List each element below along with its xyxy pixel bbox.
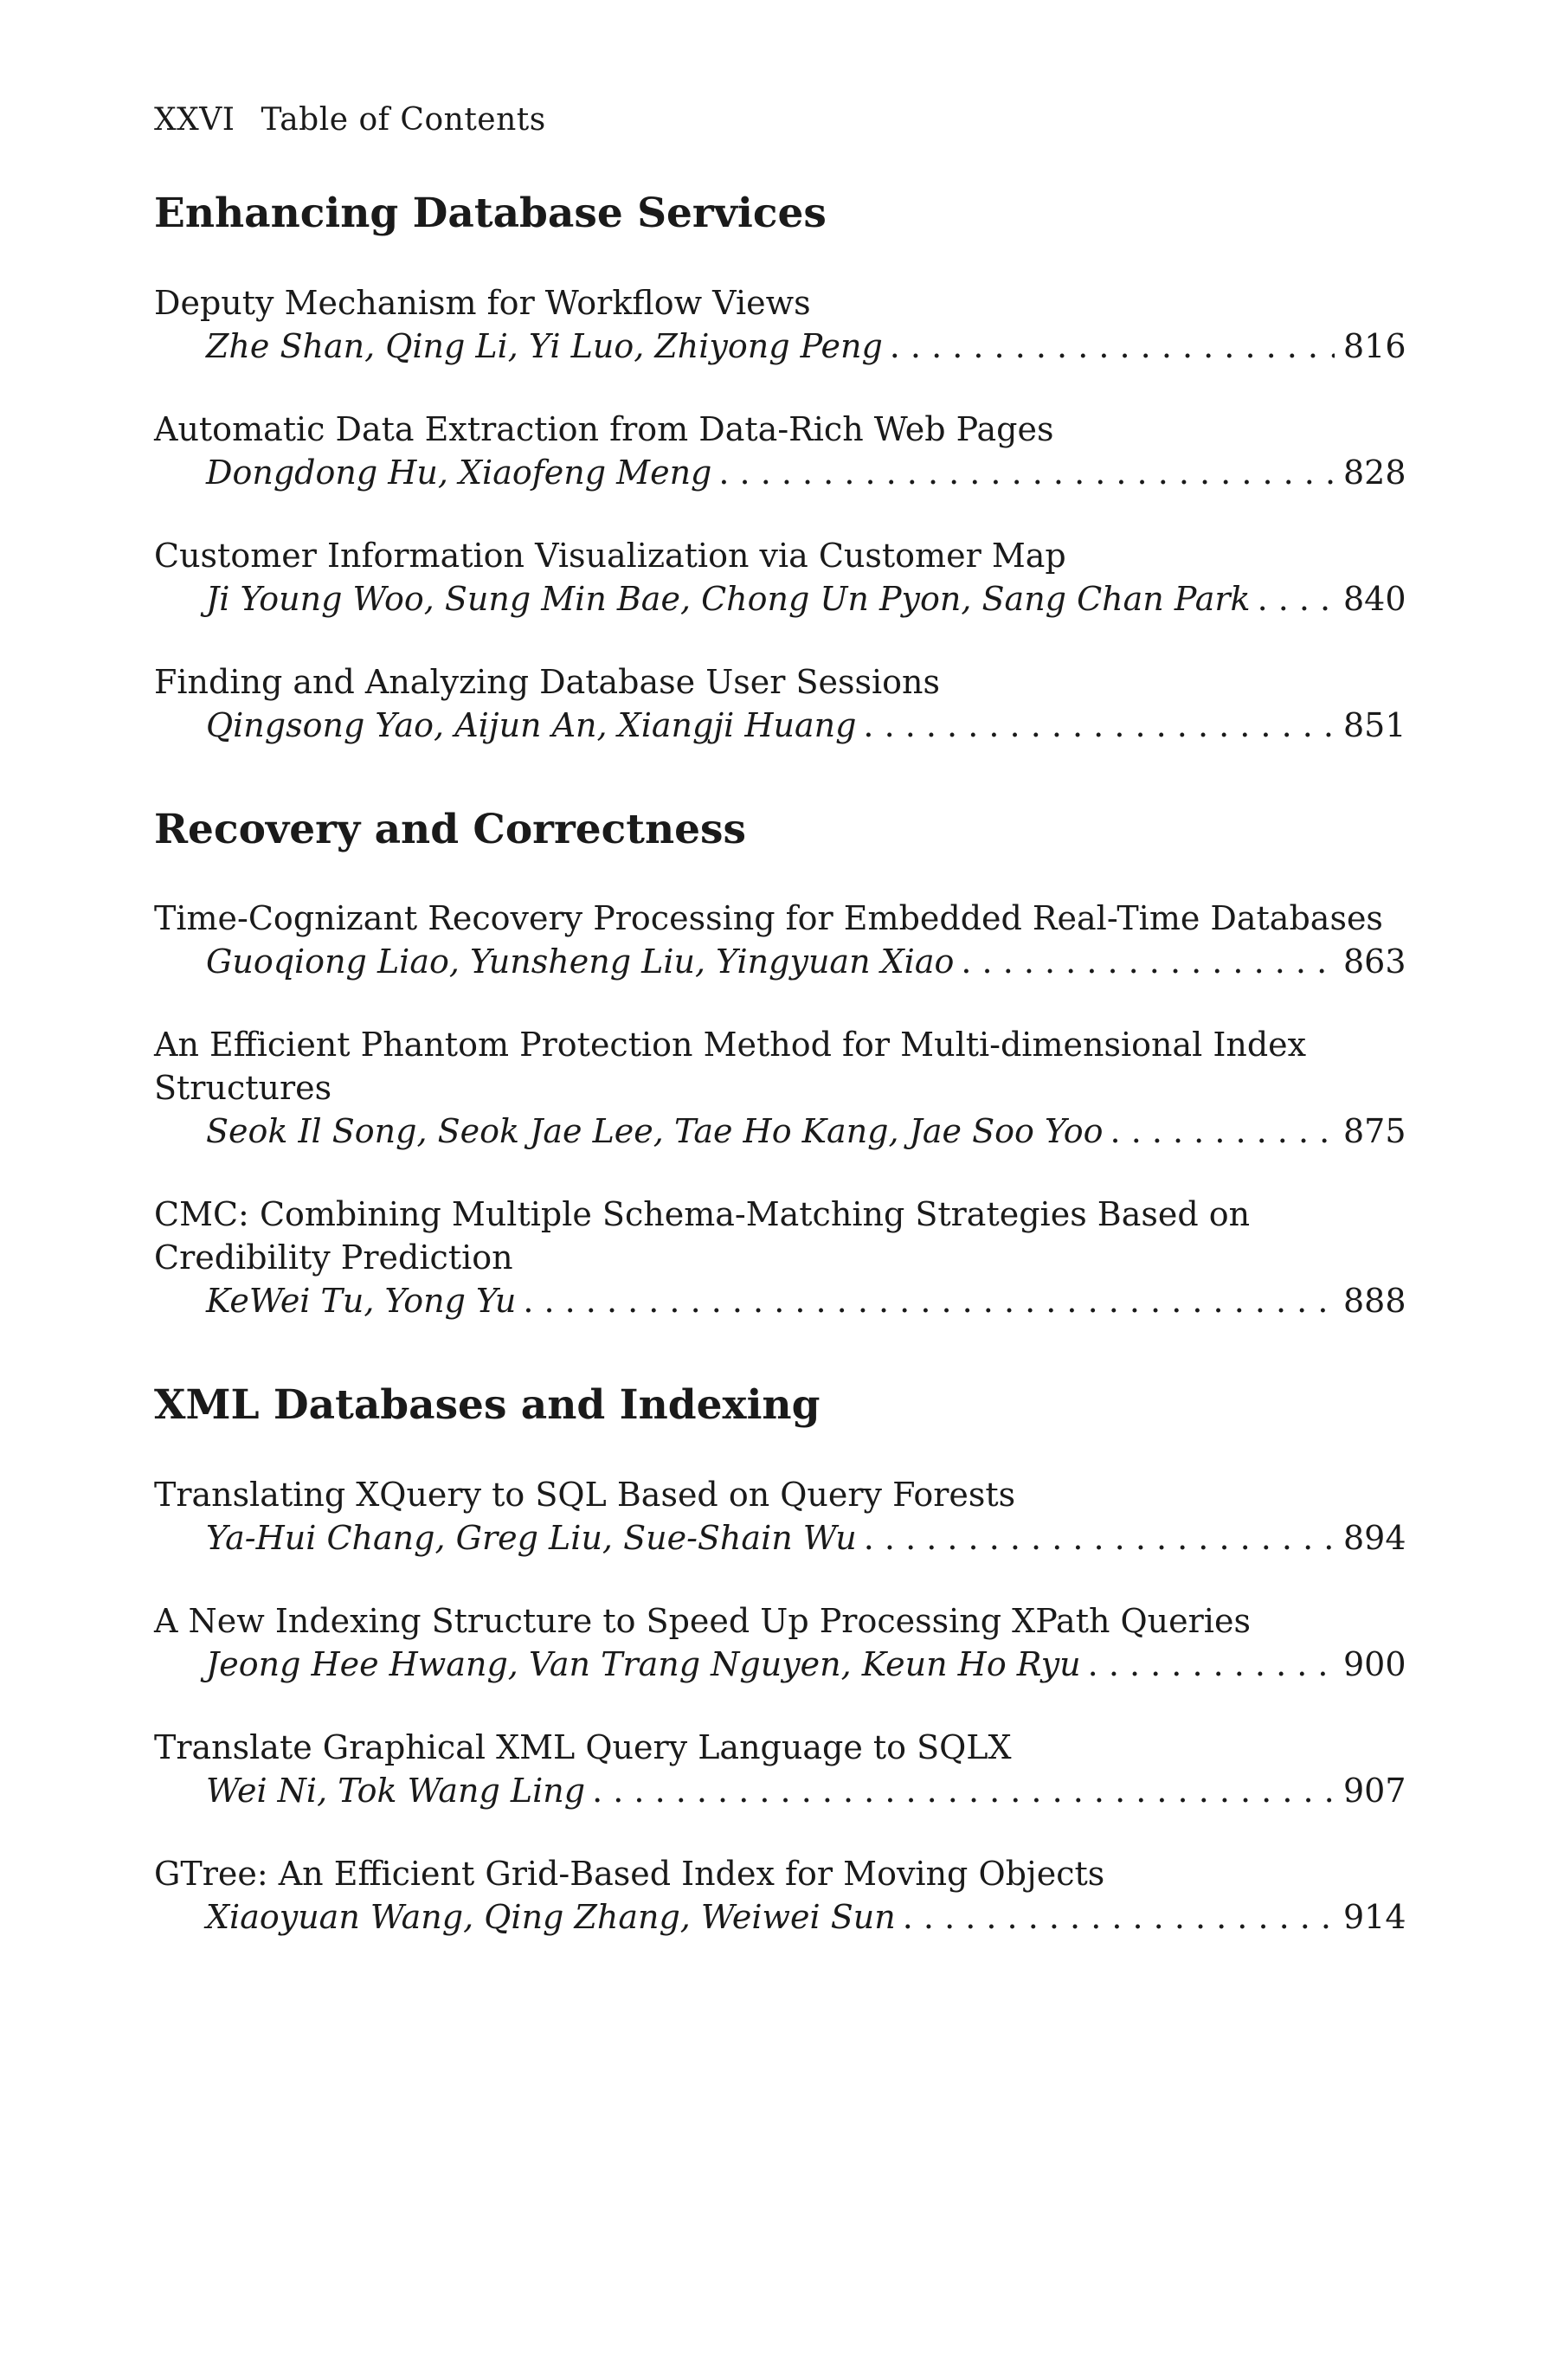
dot-leader [1110,1110,1335,1153]
entry-authors: Dongdong Hu, Xiaofeng Meng [206,453,712,492]
dot-leader [592,1769,1335,1812]
toc-entry[interactable] [154,534,1406,621]
entry-authors: Qingsong Yao, Aijun An, Xiangji Huang [206,705,857,744]
entry-authors: Guoqiong Liao, Yunsheng Liu, Yingyuan Xiao [206,942,955,981]
section-title: XML Databases and Indexing [154,1381,821,1430]
entry-page-number: 816 [1343,326,1406,365]
dot-leader [718,451,1335,494]
entry-title: An Efficient Phantom Protection Method for Multi-dimensional Index Structures [154,1026,1307,1108]
entry-line [154,577,1406,621]
toc-entry[interactable] [154,1599,1406,1686]
entry-title: Customer Information Visualization via Customer Map [154,536,1066,575]
entry-title: Deputy Mechanism for Workflow Views [154,283,811,322]
toc-entry[interactable] [154,1193,1406,1322]
dot-leader [961,940,1335,983]
toc-entry[interactable] [154,1023,1406,1153]
entry-authors: Jeong Hee Hwang, Van Trang Nguyen, Keun Ho Ryu [206,1645,1081,1684]
entry-title: A New Indexing Structure to Speed Up Processing XPath Queries [154,1602,1251,1641]
toc-entry[interactable] [154,1726,1406,1812]
entry-line [154,325,1406,368]
entry-authors: Xiaoyuan Wang, Qing Zhang, Weiwei Sun [206,1898,896,1937]
entry-page-number: 851 [1343,705,1406,744]
toc-entry[interactable] [154,281,1406,368]
dot-leader [1088,1643,1335,1686]
toc-entry[interactable] [154,897,1406,983]
toc-section [154,805,1406,1323]
dot-leader [863,704,1335,747]
entry-authors: Wei Ni, Tok Wang Ling [206,1772,586,1811]
running-head-title: Table of Contents [261,102,546,138]
entry-title: Translating XQuery to SQL Based on Query Forests [154,1476,1016,1515]
entry-line [154,1769,1406,1812]
entry-page-number: 875 [1343,1112,1406,1151]
entry-line [154,1643,1406,1686]
dot-leader [1258,577,1335,621]
entry-line [154,451,1406,494]
toc-entry[interactable] [154,1852,1406,1939]
entry-line [154,940,1406,983]
entry-line [154,1516,1406,1560]
entry-line [154,704,1406,747]
dot-leader [523,1279,1335,1322]
entry-line [154,1895,1406,1939]
entry-authors: Seok Il Song, Seok Jae Lee, Tae Ho Kang, Jae Soo Yoo [206,1112,1104,1151]
entry-line [154,1110,1406,1153]
entry-page-number: 900 [1343,1645,1406,1684]
toc-section [154,190,1406,747]
section-title: Enhancing Database Services [154,190,827,237]
entry-page-number: 828 [1343,453,1406,492]
toc-page [154,102,1406,1999]
entry-page-number: 907 [1343,1772,1406,1811]
entry-title: GTree: An Efficient Grid-Based Index for Moving Objects [154,1855,1105,1894]
entry-page-number: 888 [1343,1282,1406,1321]
entry-authors: Zhe Shan, Qing Li, Yi Luo, Zhiyong Peng [206,326,883,365]
entry-title: Finding and Analyzing Database User Sessions [154,662,941,701]
entry-page-number: 863 [1343,942,1406,981]
entry-line [154,1279,1406,1322]
toc-entry[interactable] [154,408,1406,494]
page-folio: XXVI [154,102,235,138]
entry-authors: Ji Young Woo, Sung Min Bae, Chong Un Pyon, Sang Chan Park [206,579,1251,618]
toc-entry[interactable] [154,1473,1406,1560]
toc-section [154,1381,1406,1939]
entry-authors: Ya-Hui Chang, Greg Liu, Sue-Shain Wu [206,1519,857,1558]
entry-page-number: 840 [1343,579,1406,618]
entry-title: Automatic Data Extraction from Data-Rich Web Pages [154,409,1054,448]
entry-authors: KeWei Tu, Yong Yu [206,1282,517,1321]
dot-leader [903,1895,1335,1939]
entry-title: Translate Graphical XML Query Language to SQLX [154,1728,1012,1767]
dot-leader [890,325,1335,368]
section-title: Recovery and Correctness [154,805,746,853]
toc-entry[interactable] [154,660,1406,747]
entry-title: Time-Cognizant Recovery Processing for Embedded Real-Time Databases [154,899,1383,938]
entry-page-number: 914 [1343,1898,1406,1937]
running-head [154,102,1400,138]
dot-leader [864,1516,1335,1560]
entry-title: CMC: Combining Multiple Schema-Matching Strategies Based on Credibility Prediction [154,1195,1251,1277]
entry-page-number: 894 [1343,1519,1406,1558]
